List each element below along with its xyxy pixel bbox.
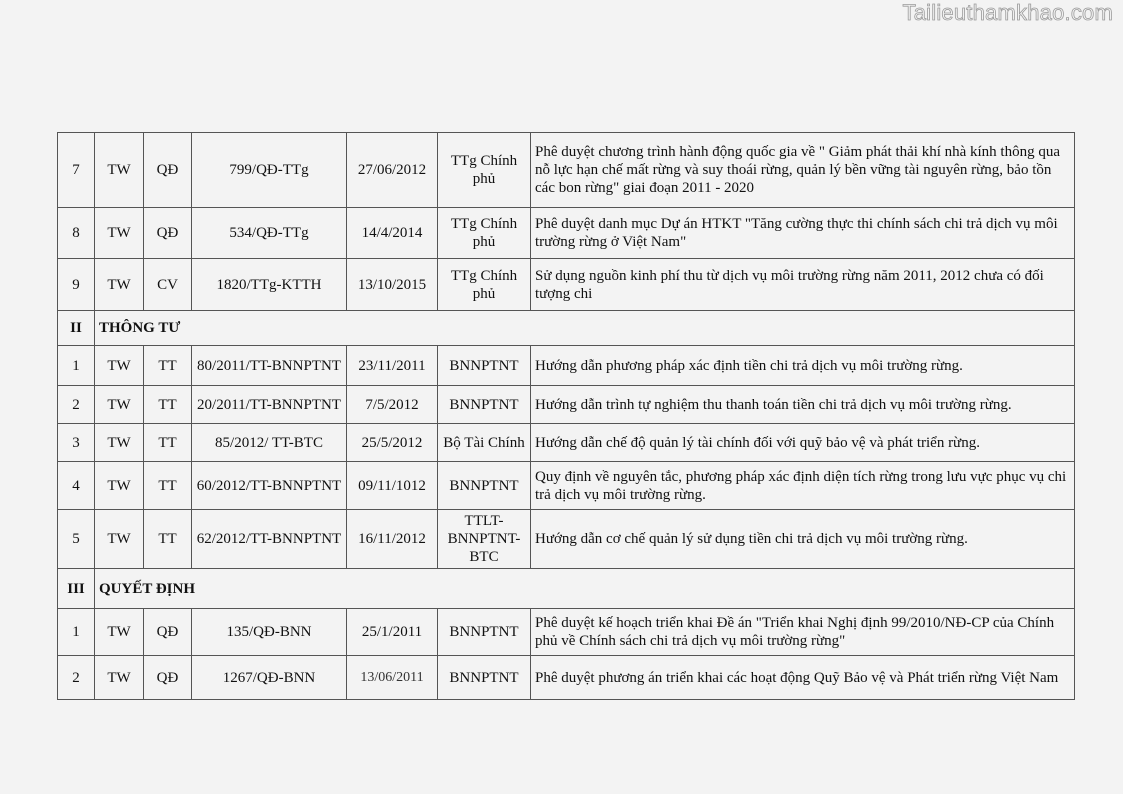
cell-ngay: 23/11/2011 [347,346,438,386]
cell-cap: TW [95,656,144,700]
cell-so: 80/2011/TT-BNNPTNT [192,346,347,386]
cell-ngay: 16/11/2012 [347,510,438,569]
cell-noidung: Quy định về nguyên tắc, phương pháp xác định diện tích rừng trong lưu vực phục vụ chi trả dịch vụ môi trường rừng. [531,462,1075,510]
cell-ngay: 25/1/2011 [347,609,438,656]
legal-documents-table [57,132,1075,700]
cell-loai: QĐ [144,133,192,208]
cell-stt: 2 [58,386,95,424]
table-row [58,208,1075,259]
cell-coquan: TTg Chính phủ [438,208,531,259]
table-row [58,386,1075,424]
cell-ngay: 25/5/2012 [347,424,438,462]
cell-coquan: BNNPTNT [438,609,531,656]
cell-so: 1267/QĐ-BNN [192,656,347,700]
cell-coquan: BNNPTNT [438,386,531,424]
cell-stt: 2 [58,656,95,700]
cell-so: 799/QĐ-TTg [192,133,347,208]
cell-loai: TT [144,462,192,510]
cell-stt: 7 [58,133,95,208]
cell-coquan: BNNPTNT [438,346,531,386]
cell-noidung: Hướng dẫn phương pháp xác định tiền chi trả dịch vụ môi trường rừng. [531,346,1075,386]
cell-ngay: 27/06/2012 [347,133,438,208]
cell-coquan: BNNPTNT [438,462,531,510]
cell-stt: 9 [58,259,95,311]
cell-loai: TT [144,386,192,424]
cell-loai: QĐ [144,208,192,259]
cell-loai: TT [144,346,192,386]
cell-ngay: 14/4/2014 [347,208,438,259]
cell-noidung: Hướng dẫn cơ chế quản lý sử dụng tiền chi trả dịch vụ môi trường rừng. [531,510,1075,569]
cell-coquan: TTLT-BNNPTNT-BTC [438,510,531,569]
cell-cap: TW [95,346,144,386]
cell-noidung: Phê duyệt danh mục Dự án HTKT "Tăng cường thực thi chính sách chi trả dịch vụ môi trường rừng ở Việt Nam" [531,208,1075,259]
cell-loai: QĐ [144,656,192,700]
cell-cap: TW [95,510,144,569]
cell-cap: TW [95,133,144,208]
cell-coquan: Bộ Tài Chính [438,424,531,462]
cell-ngay: 13/06/2011 [347,656,438,700]
cell-so: 85/2012/ TT-BTC [192,424,347,462]
cell-stt: 4 [58,462,95,510]
cell-so: 62/2012/TT-BNNPTNT [192,510,347,569]
section-number: II [58,311,95,346]
cell-cap: TW [95,208,144,259]
cell-so: 20/2011/TT-BNNPTNT [192,386,347,424]
cell-cap: TW [95,609,144,656]
cell-coquan: TTg Chính phủ [438,259,531,311]
cell-stt: 3 [58,424,95,462]
watermark: Tailieuthamkhao.com [902,0,1113,25]
cell-ngay: 09/11/1012 [347,462,438,510]
cell-stt: 8 [58,208,95,259]
section-title: QUYẾT ĐỊNH [95,569,1075,609]
table-row [58,462,1075,510]
table-row [58,424,1075,462]
cell-loai: CV [144,259,192,311]
cell-noidung: Phê duyệt chương trình hành động quốc gia về " Giảm phát thải khí nhà kính thông qua nỗ lực hạn chế mất rừng và suy thoái rừng, quản lý bền vững tài nguyên rừng, bảo tồn các bon rừng" giai đoạn 2011 - 2020 [531,133,1075,208]
table-row [58,656,1075,700]
cell-noidung: Hướng dẫn trình tự nghiệm thu thanh toán tiền chi trả dịch vụ môi trường rừng. [531,386,1075,424]
table-row [58,133,1075,208]
cell-noidung: Sử dụng nguồn kinh phí thu từ dịch vụ môi trường rừng năm 2011, 2012 chưa có đối tượng chi [531,259,1075,311]
cell-coquan: TTg Chính phủ [438,133,531,208]
table-row [58,609,1075,656]
table-row [58,259,1075,311]
cell-ngay: 7/5/2012 [347,386,438,424]
cell-stt: 5 [58,510,95,569]
cell-noidung: Phê duyệt phương án triển khai các hoạt động Quỹ Bảo vệ và Phát triển rừng Việt Nam [531,656,1075,700]
section-title: THÔNG TƯ [95,311,1075,346]
cell-loai: TT [144,424,192,462]
cell-ngay: 13/10/2015 [347,259,438,311]
cell-noidung: Phê duyệt kế hoạch triển khai Đề án "Triển khai Nghị định 99/2010/NĐ-CP của Chính phủ về Chính sách chi trả dịch vụ môi trường rừng" [531,609,1075,656]
cell-cap: TW [95,259,144,311]
cell-loai: TT [144,510,192,569]
cell-so: 135/QĐ-BNN [192,609,347,656]
cell-cap: TW [95,462,144,510]
cell-coquan: BNNPTNT [438,656,531,700]
cell-so: 60/2012/TT-BNNPTNT [192,462,347,510]
cell-so: 1820/TTg-KTTH [192,259,347,311]
cell-cap: TW [95,424,144,462]
table-row [58,346,1075,386]
cell-cap: TW [95,386,144,424]
cell-stt: 1 [58,346,95,386]
cell-stt: 1 [58,609,95,656]
section-row [58,569,1075,609]
table-row [58,510,1075,569]
section-row [58,311,1075,346]
section-number: III [58,569,95,609]
cell-noidung: Hướng dẫn chế độ quản lý tài chính đối với quỹ bảo vệ và phát triển rừng. [531,424,1075,462]
cell-so: 534/QĐ-TTg [192,208,347,259]
cell-loai: QĐ [144,609,192,656]
